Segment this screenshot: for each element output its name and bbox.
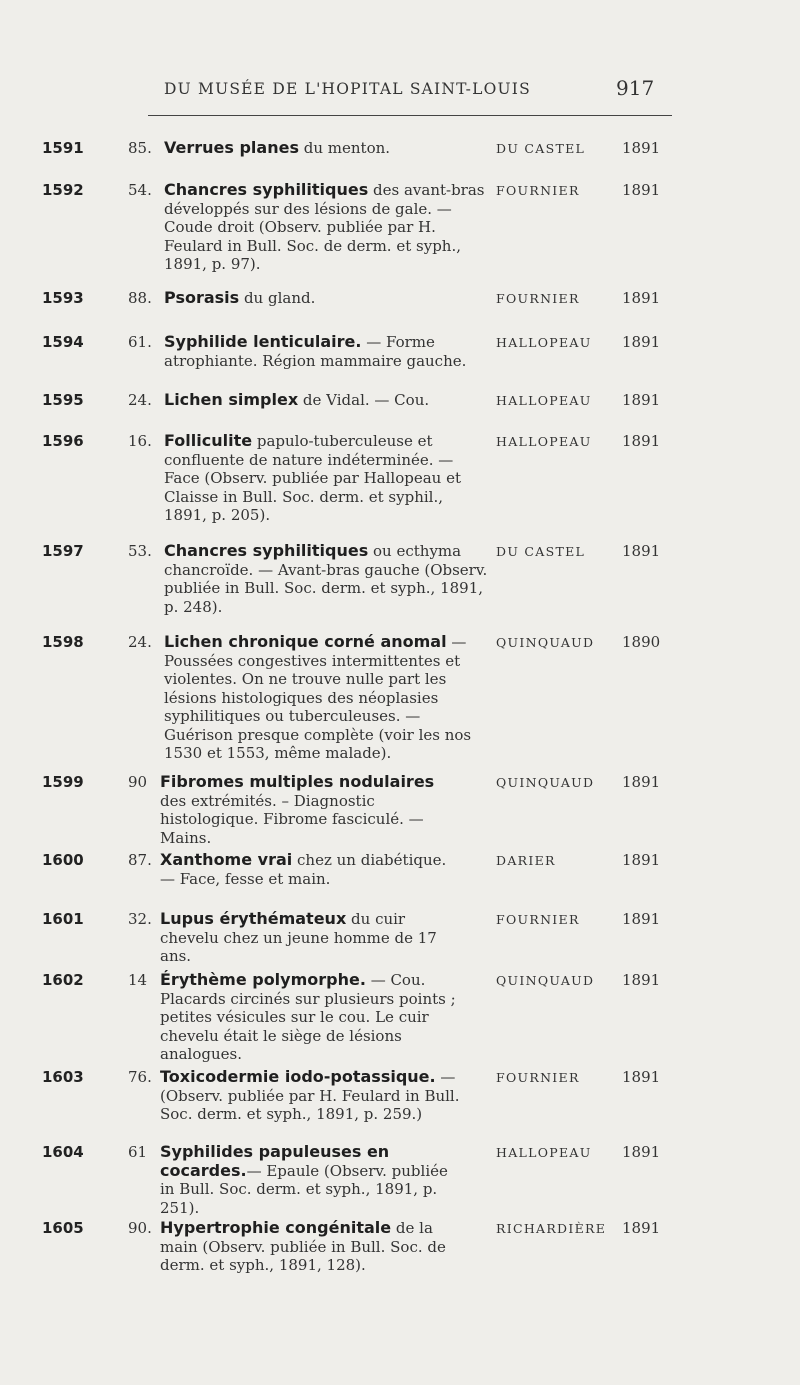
entry-description	[164, 542, 490, 616]
entry-description	[160, 910, 460, 966]
entry-title: Chancres syphilitiques	[164, 541, 369, 560]
entry-number: 1599	[42, 773, 84, 791]
doctor-name: HALLOPEAU	[496, 1145, 592, 1160]
observation-number: 53.	[128, 542, 152, 560]
doctor-name: FOURNIER	[496, 912, 580, 927]
entry-text: — Forme atrophiante. Région mammaire gauche.	[164, 333, 467, 370]
observation-number: 32.	[128, 910, 152, 928]
observation-number: 90	[128, 773, 148, 791]
entry-description	[164, 181, 490, 274]
doctor-name: DU CASTEL	[496, 141, 586, 156]
observation-number: 87.	[128, 851, 152, 869]
entry-title: Érythème polymorphe.	[160, 970, 366, 989]
entry-title: Syphilide lenticulaire.	[164, 332, 362, 351]
entry-number: 1602	[42, 971, 84, 989]
entry-description	[164, 633, 490, 763]
entry-description	[164, 391, 490, 410]
observation-number: 88.	[128, 289, 152, 307]
entry-text: papulo-tuberculeuse et confluente de nature indéterminée. — Face (Observ. publiée par Hallopeau et Claisse in Bull. Soc. derm. et syphil., 1891, p. 205).	[164, 432, 461, 524]
entry-text: chez un diabétique. — Face, fesse et main.	[160, 851, 447, 888]
entry-title: Psorasis	[164, 288, 240, 307]
entry-number: 1603	[42, 1068, 84, 1086]
doctor-name: HALLOPEAU	[496, 434, 592, 449]
entry-number: 1600	[42, 851, 84, 869]
entry-description	[164, 289, 490, 308]
observation-number: 76.	[128, 1068, 152, 1086]
observation-number: 14	[128, 971, 148, 989]
entry-year: 1891	[622, 1143, 661, 1161]
doctor-name: RICHARDIÈRE	[496, 1221, 607, 1236]
entry-number: 1604	[42, 1143, 84, 1161]
entry-year: 1891	[622, 391, 661, 409]
entry-text: — Cou. Placards circinés sur plusieurs points ; petites vésicules sur le cou. Le cuir chevelu était le siège de lésions analogues.	[160, 971, 456, 1063]
page-number: 917	[616, 76, 655, 100]
doctor-name: DARIER	[496, 853, 556, 868]
observation-number: 85.	[128, 139, 152, 157]
doctor-name: HALLOPEAU	[496, 335, 592, 350]
entry-text: — Poussées congestives intermittentes et violentes. On ne trouve nulle part les lésions histologiques des néoplasies syphilitiques ou tuberculeuses. — Guérison presque complète (voir les nos 1530 et 1553, même malade).	[164, 633, 472, 762]
entry-title: Toxicodermie iodo-potassique.	[160, 1067, 436, 1086]
entry-year: 1891	[622, 1219, 661, 1237]
entry-year: 1891	[622, 181, 661, 199]
entry-year: 1891	[622, 139, 661, 157]
running-head: DU MUSÉE DE L'HOPITAL SAINT-LOUIS	[164, 80, 531, 98]
entry-title: Xanthome vrai	[160, 850, 293, 869]
entry-number: 1593	[42, 289, 84, 307]
entry-number: 1601	[42, 910, 84, 928]
observation-number: 54.	[128, 181, 152, 199]
entry-year: 1890	[622, 633, 661, 651]
entry-text: — (Observ. publiée par H. Feulard in Bull. Soc. derm. et syph., 1891, p. 259.)	[160, 1068, 460, 1123]
doctor-name: QUINQUAUD	[496, 775, 595, 790]
doctor-name: QUINQUAUD	[496, 635, 595, 650]
doctor-name: FOURNIER	[496, 183, 580, 198]
entry-description	[160, 971, 460, 1064]
entry-text: du gland.	[239, 289, 316, 307]
entry-text: des avant-bras développés sur des lésions de gale. — Coude droit (Observ. publiée par H. Feulard in Bull. Soc. de derm. et syph., 1891, p. 97).	[164, 181, 485, 273]
entry-year: 1891	[622, 910, 661, 928]
entry-number: 1595	[42, 391, 84, 409]
entry-text: — Epaule (Observ. publiée in Bull. Soc. derm. et syph., 1891, p. 251).	[160, 1161, 448, 1217]
entry-number: 1597	[42, 542, 84, 560]
observation-number: 24.	[128, 633, 152, 651]
entry-text: de Vidal. — Cou.	[298, 391, 430, 409]
entry-description	[160, 1219, 460, 1275]
observation-number: 24.	[128, 391, 152, 409]
header-rule	[148, 115, 672, 116]
entry-description	[164, 432, 486, 525]
entry-number: 1592	[42, 181, 84, 199]
entry-text: du menton.	[298, 139, 391, 157]
entry-year: 1891	[622, 971, 661, 989]
entry-year: 1891	[622, 432, 661, 450]
entry-number: 1596	[42, 432, 84, 450]
entry-year: 1891	[622, 542, 661, 560]
doctor-name: HALLOPEAU	[496, 393, 592, 408]
entry-description	[160, 851, 460, 888]
entry-title: Folliculite	[164, 431, 253, 450]
entry-title: Lichen simplex	[164, 390, 299, 409]
entry-year: 1891	[622, 1068, 661, 1086]
entry-description	[164, 139, 490, 158]
observation-number: 90.	[128, 1219, 152, 1237]
entry-title: Syphilides papuleuses en cocardes.	[160, 1142, 390, 1180]
entry-text: de la main (Observ. publiée in Bull. Soc. de derm. et syph., 1891, 128).	[160, 1219, 446, 1274]
entry-number: 1598	[42, 633, 84, 651]
entry-title: Lichen chronique corné anomal	[164, 632, 447, 651]
entry-number: 1605	[42, 1219, 84, 1237]
entry-number: 1594	[42, 333, 84, 351]
entry-number: 1591	[42, 139, 84, 157]
doctor-name: FOURNIER	[496, 1070, 580, 1085]
entry-text: du cuir chevelu chez un jeune homme de 17 ans.	[160, 910, 437, 965]
entry-description	[160, 1068, 460, 1124]
entry-title: Chancres syphilitiques	[164, 180, 369, 199]
observation-number: 61	[128, 1143, 148, 1161]
entry-text: des extrémités. – Diagnostic histologique. Fibrome fasciculé. — Mains.	[160, 791, 424, 847]
entry-description	[164, 333, 490, 370]
entry-description	[160, 1143, 460, 1217]
observation-number: 61.	[128, 333, 152, 351]
entry-description	[160, 773, 460, 847]
observation-number: 16.	[128, 432, 152, 450]
entry-title: Fibromes multiples nodulaires	[160, 772, 435, 791]
entry-title: Hypertrophie congénitale	[160, 1218, 392, 1237]
entry-year: 1891	[622, 289, 661, 307]
entry-title: Lupus érythémateux	[160, 909, 347, 928]
entry-title: Verrues planes	[164, 138, 299, 157]
entry-year: 1891	[622, 851, 661, 869]
doctor-name: FOURNIER	[496, 291, 580, 306]
entry-year: 1891	[622, 333, 661, 351]
entry-text: ou ecthyma chancroïde. — Avant-bras gauche (Observ. publiée in Bull. Soc. derm. et syph., 1891, p. 248).	[164, 542, 488, 616]
doctor-name: QUINQUAUD	[496, 973, 595, 988]
doctor-name: DU CASTEL	[496, 544, 586, 559]
entry-year: 1891	[622, 773, 661, 791]
